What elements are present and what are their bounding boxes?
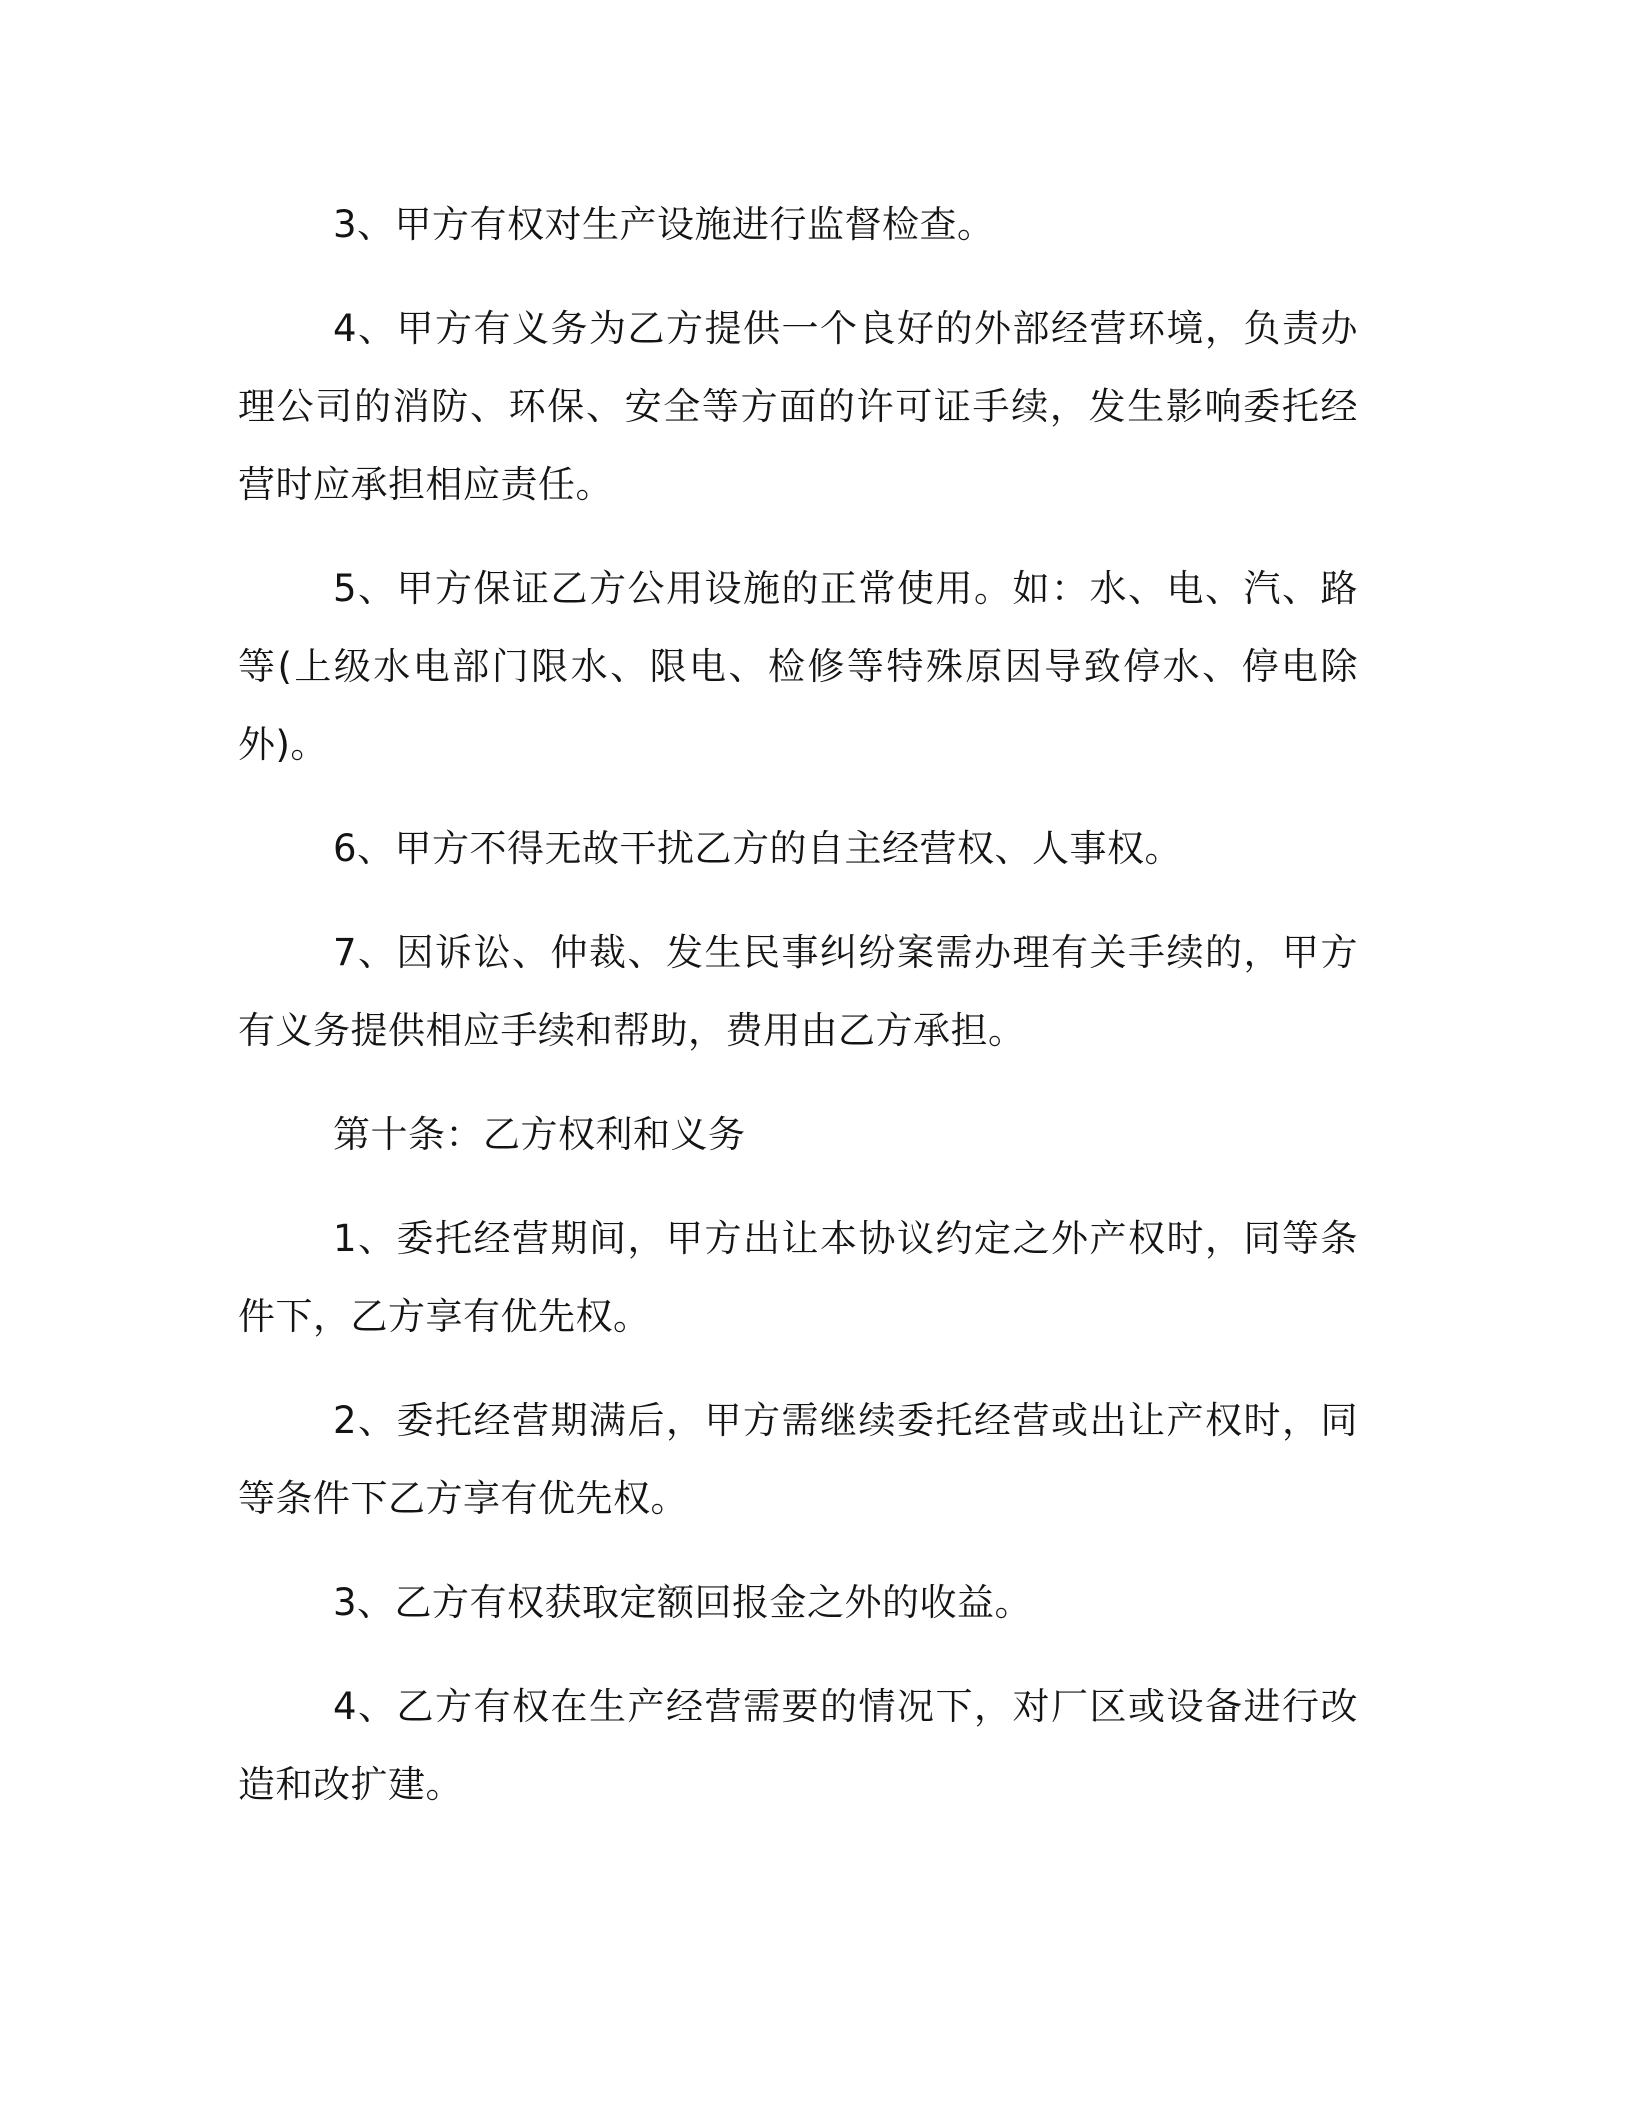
clause-9-item-4: 4、甲方有义务为乙方提供一个良好的外部经营环境，负责办理公司的消防、环保、安全等方面的许可证手续，发生影响委托经营时应承担相应责任。 [238, 307, 1358, 506]
clause-9-item-3: 3、甲方有权对生产设施进行监督检查。 [333, 203, 995, 246]
clause-10-item-1: 1、委托经营期间，甲方出让本协议约定之外产权时，同等条件下，乙方享有优先权。 [238, 1217, 1358, 1338]
clause-9-item-7: 7、因诉讼、仲裁、发生民事纠纷案需办理有关手续的，甲方有义务提供相应手续和帮助，费用由乙方承担。 [238, 931, 1358, 1052]
clause-10-item-2: 2、委托经营期满后，甲方需继续委托经营或出让产权时，同等条件下乙方享有优先权。 [238, 1399, 1358, 1520]
document-body [238, 186, 1358, 1850]
clause-9-item-6: 6、甲方不得无故干扰乙方的自主经营权、人事权。 [333, 827, 1183, 870]
clause-10-item-4: 4、乙方有权在生产经营需要的情况下，对厂区或设备进行改造和改扩建。 [238, 1685, 1358, 1806]
clause-10-item-3: 3、乙方有权获取定额回报金之外的收益。 [333, 1581, 1033, 1624]
clause-9-item-5: 5、甲方保证乙方公用设施的正常使用。如：水、电、汽、路等(上级水电部门限水、限电、检修等特殊原因导致停水、停电除外)。 [238, 567, 1358, 766]
clause-10-heading: 第十条：乙方权利和义务 [333, 1113, 746, 1156]
